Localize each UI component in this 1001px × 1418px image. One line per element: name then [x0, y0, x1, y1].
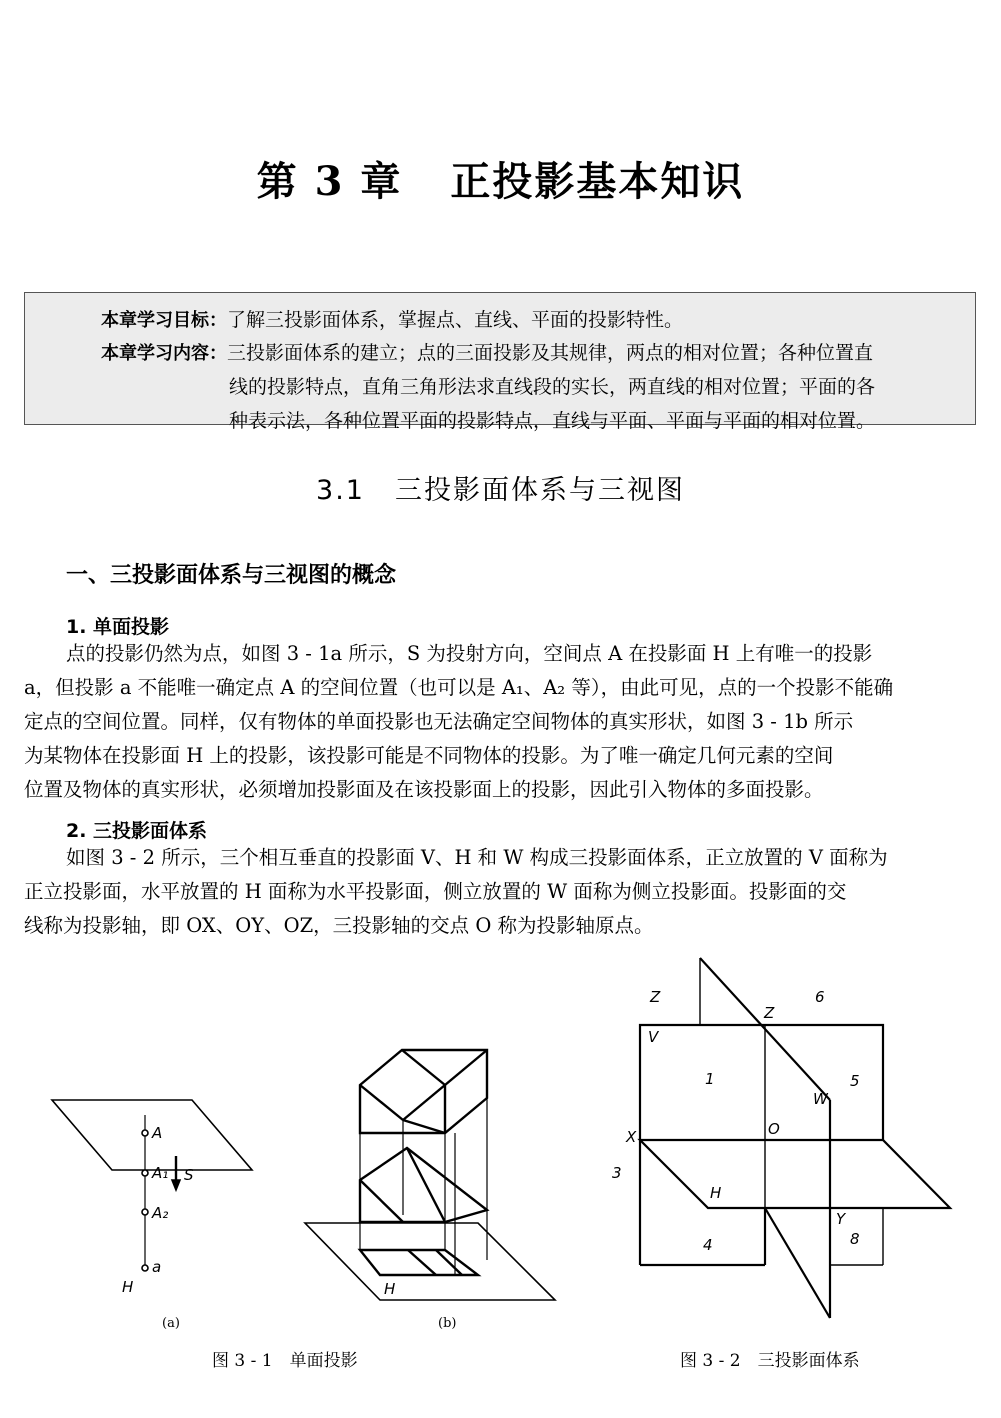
middle-prism: [360, 1148, 487, 1222]
plane-h: [640, 1140, 950, 1208]
content-line-1: 三投影面体系的建立；点的三面投影及其规律，两点的相对位置；各种位置直: [227, 342, 874, 364]
goal-label: 本章学习目标：: [101, 310, 227, 331]
label-H-b: H: [384, 1280, 396, 1298]
label-A2: A₂: [152, 1204, 169, 1222]
point-A2: [142, 1209, 148, 1215]
label-A: A: [152, 1124, 163, 1142]
chapter-title: [0, 150, 1001, 207]
figure-3-2: [600, 950, 1000, 1330]
item2-line-3: 线称为投影轴，即 OX、OY、OZ，三投影轴的交点 O 称为投影轴原点。: [24, 914, 654, 937]
chapter-name: 正投影基本知识: [450, 158, 745, 205]
objectives-box: [24, 292, 976, 432]
item1-heading: 1. 单面投影: [66, 616, 170, 638]
content-line-2: 线的投影特点，直角三角形法求直线段的实长，两直线的相对位置；平面的各: [229, 376, 876, 398]
figure1-sub-a: (a): [162, 1316, 180, 1331]
item1-line-3: 定点的空间位置。同样，仅有物体的单面投影也无法确定空间物体的真实形状，如图 3 - 1b 所示: [24, 710, 854, 733]
label-z1: Z: [650, 988, 661, 1006]
item1-line-2: a，但投影 a 不能唯一确定点 A 的空间位置（也可以是 A₁、A₂ 等），由此可见，点的一个投影不能确: [24, 676, 894, 699]
point-a: [142, 1265, 148, 1271]
label-w: W: [813, 1090, 828, 1108]
item2-line-1: 如图 3 - 2 所示，三个相互垂直的投影面 V、H 和 W 构成三投影面体系，正立放置的 V 面称为: [66, 846, 888, 869]
item2-heading: 2. 三投影面体系: [66, 820, 208, 842]
label-v: V: [648, 1028, 659, 1046]
content-label: 本章学习内容：: [101, 343, 227, 364]
label-S: S: [184, 1166, 194, 1184]
section-title: [0, 468, 1001, 507]
content-row-1: [101, 338, 873, 369]
label-H-a: H: [122, 1278, 134, 1296]
section-name: 三投影面体系与三视图: [394, 475, 685, 506]
figure1-sub-b: (b): [438, 1316, 457, 1331]
label-6: 6: [815, 988, 825, 1006]
label-a: a: [152, 1258, 162, 1276]
chapter-number: 第 3 章: [256, 158, 403, 205]
label-z2: Z: [764, 1004, 775, 1022]
point-A1: [142, 1170, 148, 1176]
item2-paragraph: [24, 841, 976, 943]
item1-line-4: 为某物体在投影面 H 上的投影，该投影可能是不同物体的投影。为了唯一确定几何元素的空间: [24, 744, 834, 767]
label-x: X: [626, 1128, 637, 1146]
content-line-3: 种表示法，各种位置平面的投影特点，直线与平面、平面与平面的相对位置。: [229, 410, 876, 432]
label-4: 4: [703, 1236, 713, 1254]
plane-h-b: [305, 1223, 555, 1300]
item1-line-5: 位置及物体的真实形状，必须增加投影面及在该投影面上的投影，因此引入物体的多面投影。: [24, 778, 824, 801]
item1-paragraph: [24, 637, 976, 807]
figure2-caption: 图 3 - 2 三投影面体系: [680, 1351, 860, 1371]
figure-3-1: [0, 950, 600, 1298]
label-1: 1: [705, 1070, 715, 1088]
figure1-caption: 图 3 - 1 单面投影: [212, 1351, 358, 1371]
top-prism: [360, 1050, 487, 1133]
label-3: 3: [612, 1164, 622, 1182]
point-A: [142, 1130, 148, 1136]
plane-v: [640, 1025, 883, 1140]
subsection-heading: 一、三投影面体系与三视图的概念: [66, 562, 397, 588]
item1-line-1: 点的投影仍然为点，如图 3 - 1a 所示，S 为投射方向，空间点 A 在投影面 H 上有唯一的投影: [66, 642, 873, 665]
section-number: 3.1: [316, 475, 365, 506]
item2-line-2: 正立投影面，水平放置的 H 面称为水平投影面，侧立放置的 W 面称为侧立投影面。投影面的交: [24, 880, 847, 903]
goal-row: [101, 305, 683, 336]
label-y: Y: [836, 1210, 846, 1228]
arrow-s-head: [172, 1180, 180, 1190]
label-h: H: [710, 1184, 722, 1202]
label-8: 8: [850, 1230, 860, 1248]
bottom-projection: [360, 1250, 478, 1275]
label-o: O: [768, 1120, 780, 1138]
goal-text: 了解三投影面体系，掌握点、直线、平面的投影特性。: [227, 309, 684, 331]
label-5: 5: [850, 1072, 860, 1090]
label-A1: A₁: [152, 1164, 169, 1182]
